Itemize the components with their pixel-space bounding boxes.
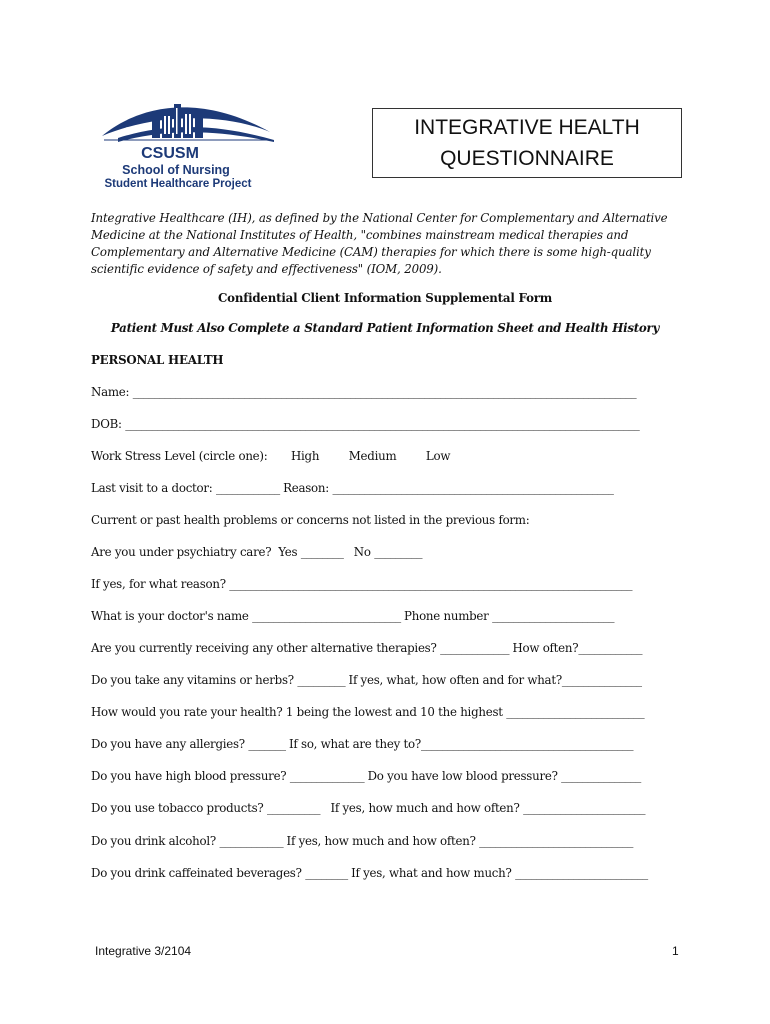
logo-line-2: School of Nursing <box>122 163 230 177</box>
alcohol-field[interactable]: ____________ <box>219 834 284 848</box>
how-often-label: How often? <box>512 641 579 655</box>
intro-line-1: Integrative Healthcare (IH), as defined by the National Center for Complementary and Alternative <box>91 211 668 225</box>
form-note: Patient Must Also Complete a Standard Patient Information Sheet and Health History <box>110 321 660 335</box>
how-often-field[interactable]: ____________ <box>578 641 642 655</box>
title-line-2: QUESTIONNAIRE <box>440 147 614 170</box>
csusm-logo <box>88 92 288 196</box>
page-number: 1 <box>672 944 679 958</box>
allergies-ifso-field[interactable]: ________________________________________ <box>420 737 633 751</box>
psych-reason-row <box>91 577 681 591</box>
low-bp-field[interactable]: _______________ <box>561 769 641 783</box>
tobacco-ifyes-label: If yes, how much and how often? <box>330 801 520 815</box>
rate-health-label: How would you rate your health? 1 being the lowest and 10 the highest <box>91 705 503 719</box>
tobacco-ifyes-field[interactable]: _______________________ <box>523 801 645 815</box>
intro-line-2: Medicine at the National Institutes of Health, "combines mainstream medical therapies and <box>91 228 629 242</box>
problems-row <box>91 513 681 527</box>
name-label: Name: <box>91 385 130 399</box>
allergies-ifso-label: If so, what are they to? <box>288 737 421 751</box>
lastvisit-label: Last visit to a doctor: <box>91 481 213 495</box>
alt-therapy-field[interactable]: _____________ <box>440 641 509 655</box>
psych-no-field[interactable]: _________ <box>374 545 422 559</box>
name-field[interactable]: _______________________________________________________________________________________________ <box>132 385 637 399</box>
tobacco-row <box>91 801 681 815</box>
phone-field[interactable]: _______________________ <box>492 609 614 623</box>
rate-health-row <box>91 705 681 719</box>
lastvisit-field[interactable]: ____________ <box>216 481 280 495</box>
logo-line-3: Student Healthcare Project <box>104 178 252 190</box>
document-title-box <box>372 108 682 178</box>
intro-line-3: Complementary and Alternative Medicine (CAM) therapies for which there is some high-quality <box>91 245 651 259</box>
problems-label: Current or past health problems or concerns not listed in the previous form: <box>91 513 530 527</box>
caffeine-label: Do you drink caffeinated beverages? <box>91 866 302 880</box>
vitamins-field[interactable]: _________ <box>297 673 346 687</box>
intro-line-4: scientific evidence of safety and effectiveness" (IOM, 2009). <box>91 262 442 276</box>
caffeine-row <box>91 866 681 880</box>
doctor-label: What is your doctor's name <box>91 609 249 623</box>
dob-field[interactable]: _________________________________________________________________________________________________ <box>125 417 640 431</box>
high-bp-label: Do you have high blood pressure? <box>91 769 287 783</box>
caffeine-ifyes-field[interactable]: _________________________ <box>515 866 648 880</box>
alt-therapy-label: Are you currently receiving any other alternative therapies? <box>91 641 437 655</box>
phone-label: Phone number <box>404 609 489 623</box>
stress-option-medium[interactable]: Medium <box>348 449 397 463</box>
alcohol-ifyes-label: If yes, how much and how often? <box>286 834 476 848</box>
alt-therapy-row <box>91 641 681 655</box>
caffeine-ifyes-label: If yes, what and how much? <box>351 866 512 880</box>
caffeine-field[interactable]: ________ <box>305 866 348 880</box>
low-bp-label: Do you have low blood pressure? <box>367 769 558 783</box>
alcohol-label: Do you drink alcohol? <box>91 834 216 848</box>
reason-label: Reason: <box>283 481 329 495</box>
logo-line-1: CSUSM <box>141 145 199 162</box>
allergies-row <box>91 737 681 751</box>
rate-health-field[interactable]: __________________________ <box>506 705 645 719</box>
alcohol-ifyes-field[interactable]: _____________________________ <box>479 834 633 848</box>
stress-row <box>91 449 681 463</box>
psych-yes-label: Yes <box>278 545 298 559</box>
footer-document-id: Integrative 3/2104 <box>95 944 192 958</box>
title-line-1: INTEGRATIVE HEALTH <box>414 116 640 139</box>
doctor-row <box>91 609 681 623</box>
alcohol-row <box>91 834 681 848</box>
vitamins-label: Do you take any vitamins or herbs? <box>91 673 294 687</box>
psych-label: Are you under psychiatry care? <box>91 545 272 559</box>
psych-yes-field[interactable]: ________ <box>300 545 344 559</box>
reason-field[interactable]: _____________________________________________________ <box>332 481 614 495</box>
building-mountain-icon <box>88 92 288 152</box>
psych-reason-field[interactable]: ____________________________________________________________________________ <box>229 577 632 591</box>
form-subtitle: Confidential Client Information Supplemental Form <box>217 291 553 305</box>
allergies-label: Do you have any allergies? <box>91 737 245 751</box>
intro-paragraph <box>91 210 691 278</box>
vitamins-ifyes-field[interactable]: _______________ <box>561 673 642 687</box>
stress-option-high[interactable]: High <box>291 449 320 463</box>
lastvisit-row <box>91 481 681 495</box>
dob-label: DOB: <box>91 417 122 431</box>
tobacco-label: Do you use tobacco products? <box>91 801 264 815</box>
doctor-field[interactable]: ____________________________ <box>252 609 401 623</box>
stress-label: Work Stress Level (circle one): <box>91 449 268 463</box>
psych-row <box>91 545 681 559</box>
blood-pressure-row <box>91 769 681 783</box>
name-row <box>91 385 681 399</box>
allergies-field[interactable]: _______ <box>248 737 286 751</box>
psych-no-label: No <box>353 545 371 559</box>
high-bp-field[interactable]: ______________ <box>289 769 365 783</box>
vitamins-row <box>91 673 681 687</box>
psych-reason-label: If yes, for what reason? <box>91 577 226 591</box>
vitamins-ifyes-label: If yes, what, how often and for what? <box>348 673 562 687</box>
section-heading: PERSONAL HEALTH <box>91 353 224 367</box>
tobacco-field[interactable]: __________ <box>266 801 320 815</box>
stress-option-low[interactable]: Low <box>425 449 451 463</box>
dob-row <box>91 417 681 431</box>
